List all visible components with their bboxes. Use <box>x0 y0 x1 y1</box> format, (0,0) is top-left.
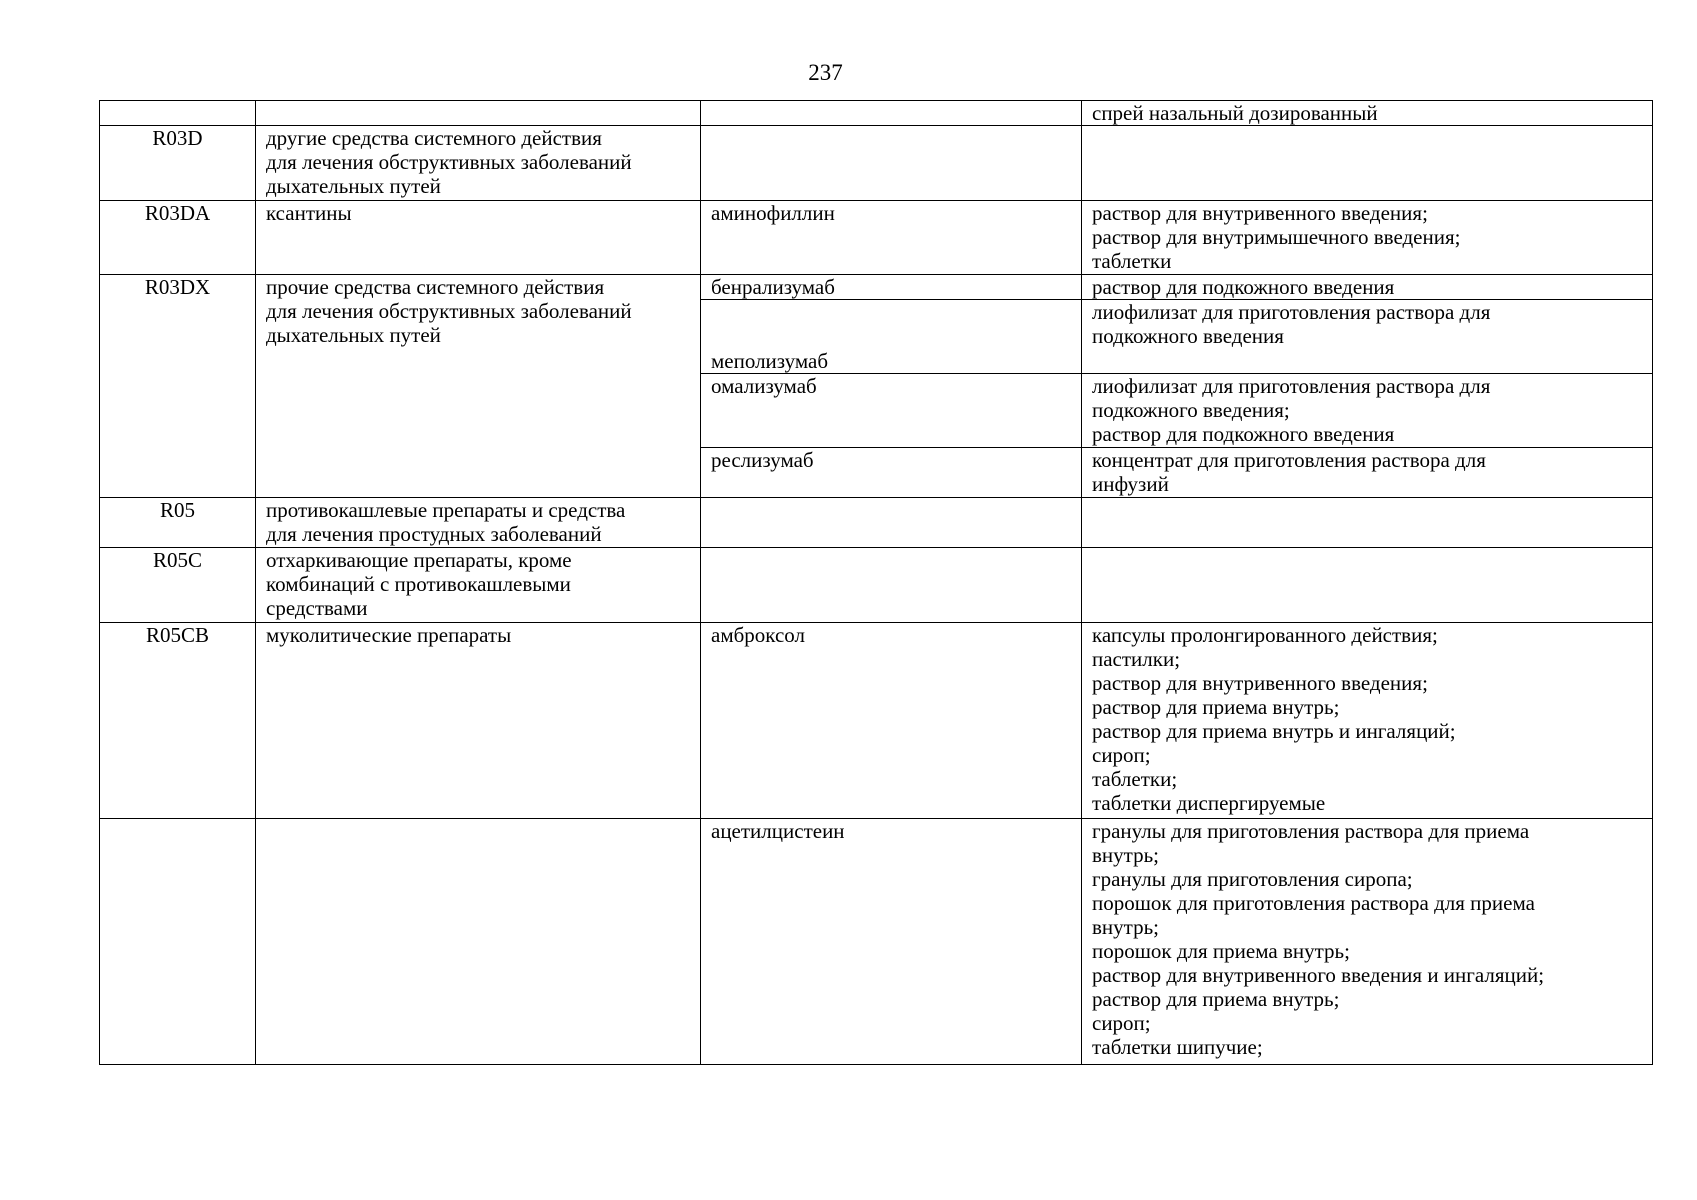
page-number: 237 <box>808 60 843 85</box>
table-row <box>100 548 1653 623</box>
drug-cell: ацетилцистеин <box>701 819 1082 1065</box>
forms-cell: концентрат для приготовления раствора для инфузий <box>1082 448 1653 498</box>
drug-cell <box>701 126 1082 201</box>
forms-cell: гранулы для приготовления раствора для приема внутрь; гранулы для приготовления сиропа; порошок для приготовления раствора для приема внутрь; порошок для приема внутрь; раствор для внутривенного введения и ингаляций; раствор для приема внутрь; сироп; таблетки шипучие; <box>1082 819 1653 1065</box>
group-cell: ксантины <box>256 201 701 275</box>
table-row <box>100 275 1653 300</box>
table-row <box>100 126 1653 201</box>
table-row <box>100 201 1653 275</box>
drug-cell: меполизумаб <box>701 300 1082 374</box>
drug-cell: аминофиллин <box>701 201 1082 275</box>
drug-cell <box>701 548 1082 623</box>
forms-cell: раствор для внутривенного введения; раствор для внутримышечного введения; таблетки <box>1082 201 1653 275</box>
forms-cell: раствор для подкожного введения <box>1082 275 1653 300</box>
drug-cell <box>701 101 1082 126</box>
table-row <box>100 819 1653 1065</box>
group-cell: противокашлевые препараты и средства для лечения простудных заболеваний <box>256 498 701 548</box>
group-cell: прочие средства системного действия для лечения обструктивных заболеваний дыхательных путей <box>256 275 701 498</box>
forms-cell: лиофилизат для приготовления раствора для подкожного введения <box>1082 300 1653 374</box>
atc-code-cell: R05CB <box>100 623 256 819</box>
forms-cell <box>1082 548 1653 623</box>
group-cell <box>256 819 701 1065</box>
forms-cell <box>1082 498 1653 548</box>
drug-cell: реслизумаб <box>701 448 1082 498</box>
drug-cell: бенрализумаб <box>701 275 1082 300</box>
group-cell: муколитические препараты <box>256 623 701 819</box>
forms-cell: спрей назальный дозированный <box>1082 101 1653 126</box>
atc-code-cell: R03D <box>100 126 256 201</box>
atc-code-cell: R03DA <box>100 201 256 275</box>
group-cell: другие средства системного действия для лечения обструктивных заболеваний дыхательных путей <box>256 126 701 201</box>
drug-cell <box>701 498 1082 548</box>
atc-code-cell: R05 <box>100 498 256 548</box>
atc-code-cell: R03DX <box>100 275 256 498</box>
forms-cell: капсулы пролонгированного действия; пастилки; раствор для внутривенного введения; раствор для приема внутрь; раствор для приема внутрь и ингаляций; сироп; таблетки; таблетки диспергируемые <box>1082 623 1653 819</box>
atc-code-cell: R05C <box>100 548 256 623</box>
table-row <box>100 498 1653 548</box>
group-cell: отхаркивающие препараты, кроме комбинаций с противокашлевыми средствами <box>256 548 701 623</box>
forms-cell <box>1082 126 1653 201</box>
drug-table <box>99 100 1653 1065</box>
atc-code-cell <box>100 101 256 126</box>
drug-cell: омализумаб <box>701 374 1082 448</box>
group-cell <box>256 101 701 126</box>
drug-cell: амброксол <box>701 623 1082 819</box>
table-row <box>100 101 1653 126</box>
table-row <box>100 623 1653 819</box>
forms-cell: лиофилизат для приготовления раствора для подкожного введения; раствор для подкожного введения <box>1082 374 1653 448</box>
atc-code-cell <box>100 819 256 1065</box>
